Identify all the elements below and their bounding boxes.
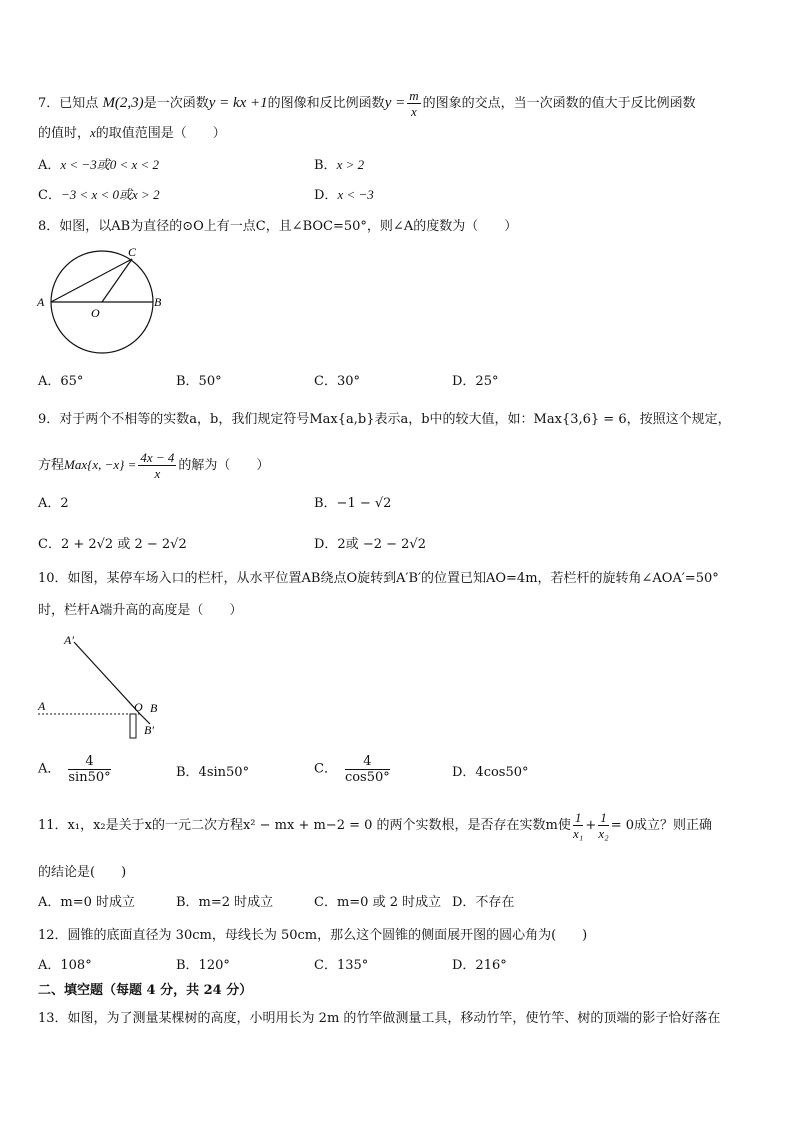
q10-option-b[interactable]: B．4sin50° <box>176 765 250 780</box>
q7-d-content: x < −3 <box>337 187 374 202</box>
q7-line2 <box>38 124 226 143</box>
q7-option-b[interactable] <box>314 156 364 175</box>
q7-text1: ．已知点 <box>46 96 99 111</box>
q11-option-b[interactable]: B．m=2 时成立 <box>176 895 274 910</box>
barrier-rotated <box>74 642 140 714</box>
q7-line2b: 的取值范围是（ ） <box>95 126 226 141</box>
q9-line2 <box>38 450 269 481</box>
q7-fraction <box>407 88 420 119</box>
q10-c-fraction <box>345 754 390 785</box>
q7-a-label: A． <box>38 158 61 173</box>
q9-option-d[interactable]: D．2或 −2 − 2√2 <box>314 537 426 552</box>
q12-option-d[interactable]: D．216° <box>452 958 507 973</box>
q12-text: 12．圆锥的底面直径为 30cm，母线长为 50cm，那么这个圆锥的侧面展开图的圆心角为( ) <box>38 928 588 943</box>
q10-c-den: cos50° <box>344 770 390 785</box>
q9-line2a: 方程 <box>38 458 65 473</box>
q10-option-d[interactable]: D．4cos50° <box>452 765 529 780</box>
q11-f1-num: 1 <box>574 810 582 825</box>
q10-a-label: A． <box>38 761 61 777</box>
q10-c-label: C． <box>314 761 337 777</box>
chord-ac <box>51 259 132 302</box>
q7-linear-function: y = kx +1 <box>208 95 268 111</box>
q9-option-c[interactable]: C．2 + 2√2 或 2 − 2√2 <box>38 537 187 552</box>
q12-option-a[interactable]: A．108° <box>38 958 92 973</box>
q11-f1-den: x₁ <box>572 826 584 841</box>
q7-frac-den: x <box>411 104 417 119</box>
q11-text1: 11．x₁，x₂是关于x的一元二次方程x² − mx + m−2 = 0 的两个实数根，是否存在实数m使 <box>38 818 571 833</box>
q12-option-c[interactable]: C．135° <box>314 958 369 973</box>
q7-option-d[interactable] <box>314 186 374 205</box>
q11-f2-num: 1 <box>600 810 607 825</box>
q7-line2a: 的值时， <box>38 126 91 141</box>
label-a-prime: A′ <box>64 633 74 647</box>
q9-frac-num: 4x − 4 <box>140 450 175 465</box>
q7-c-label: C． <box>38 188 61 203</box>
q9-lhs: Max{x, −x} = <box>64 457 137 472</box>
label-a: A <box>38 699 46 713</box>
label-b: B <box>154 295 162 309</box>
q7-inverse-lhs: y = <box>384 95 406 111</box>
q13-text: 13．如图，为了测量某棵树的高度，小明用长为 2m 的竹竿做测量工具，移动竹竿，使竹竿、树的顶端的影子恰好落在 <box>38 1011 721 1026</box>
q9-option-a[interactable]: A．2 <box>38 496 69 511</box>
q11-option-d[interactable]: D．不存在 <box>452 895 515 910</box>
q10-c-num: 4 <box>345 754 390 770</box>
q7-var: x <box>90 125 96 140</box>
radius-oc <box>102 259 132 302</box>
label-b: B <box>150 701 158 715</box>
q8-option-b[interactable]: B．50° <box>176 374 222 389</box>
q7-point: M(2,3) <box>102 95 144 111</box>
q9-line2c: 的解为（ ） <box>178 458 270 473</box>
q7-line1 <box>38 88 696 119</box>
q11-fraction1 <box>573 810 584 841</box>
q12-option-b[interactable]: B．120° <box>176 958 230 973</box>
q11-line1 <box>38 810 712 841</box>
q11-fraction2 <box>598 810 609 841</box>
q11-option-a[interactable]: A．m=0 时成立 <box>38 895 136 910</box>
q8-option-c[interactable]: C．30° <box>314 374 360 389</box>
q10-a-den: sin50° <box>68 770 111 785</box>
q10-barrier-figure <box>34 628 174 744</box>
post <box>130 714 136 738</box>
q10-a-fraction <box>68 754 110 785</box>
label-o: O <box>134 700 143 714</box>
q7-text3: 的图像和反比例函数 <box>267 96 385 111</box>
q7-b-content: x > 2 <box>336 157 365 172</box>
q7-option-c[interactable] <box>38 186 160 205</box>
q8-text: 8．如图，以AB为直径的⊙O上有一点C，且∠BOC=50°，则∠A的度数为（ ） <box>38 219 518 234</box>
q8-option-a[interactable]: A．65° <box>38 374 84 389</box>
q7-frac-num: m <box>409 88 419 103</box>
q10-line1: 10．如图，某停车场入口的栏杆，从水平位置AB绕点O旋转到A′B′的位置已知AO=4m，若栏杆的旋转角∠AOA′=50° <box>38 571 719 586</box>
q11-plus: + <box>585 818 597 833</box>
q9-option-b[interactable]: B．−1 − √2 <box>314 496 392 511</box>
q9-frac-den: x <box>154 466 161 481</box>
q11-text2: = 0成立？则正确 <box>610 818 713 833</box>
q7-number: 7 <box>38 96 47 111</box>
section-heading: 二、填空题（每题 4 分，共 24 分） <box>38 983 253 998</box>
q11-line2: 的结论是( ) <box>38 865 127 880</box>
label-o: O <box>91 306 100 320</box>
q9-line1: 9．对于两个不相等的实数a，b，我们规定符号Max{a,b}表示a，b中的较大值，如：Max{3,6} = 6，按照这个规定， <box>38 412 731 427</box>
q7-option-a[interactable] <box>38 156 159 175</box>
q7-c-content: −3 < x < 0或x > 2 <box>60 187 160 202</box>
q7-text2: 是一次函数 <box>143 96 209 111</box>
q7-d-label: D． <box>314 188 338 203</box>
q11-f2-den: x₂ <box>598 826 609 841</box>
q10-option-c[interactable] <box>314 754 392 785</box>
q7-text4: 的图象的交点，当一次函数的值大于反比例函数 <box>422 96 696 111</box>
q8-option-d[interactable]: D．25° <box>452 374 499 389</box>
q10-a-num: 4 <box>68 754 110 770</box>
label-c: C <box>128 245 137 259</box>
q11-option-c[interactable]: C．m=0 或 2 时成立 <box>314 895 442 910</box>
q7-b-label: B． <box>314 158 337 173</box>
q9-fraction <box>138 450 176 481</box>
label-a: A <box>37 295 45 309</box>
q7-a-content: x < −3或0 < x < 2 <box>60 157 160 172</box>
q8-circle-figure <box>34 244 174 360</box>
q10-option-a[interactable] <box>38 754 113 785</box>
q10-line2: 时，栏杆A端升高的高度是（ ） <box>38 603 243 618</box>
label-b-prime: B′ <box>144 723 154 737</box>
